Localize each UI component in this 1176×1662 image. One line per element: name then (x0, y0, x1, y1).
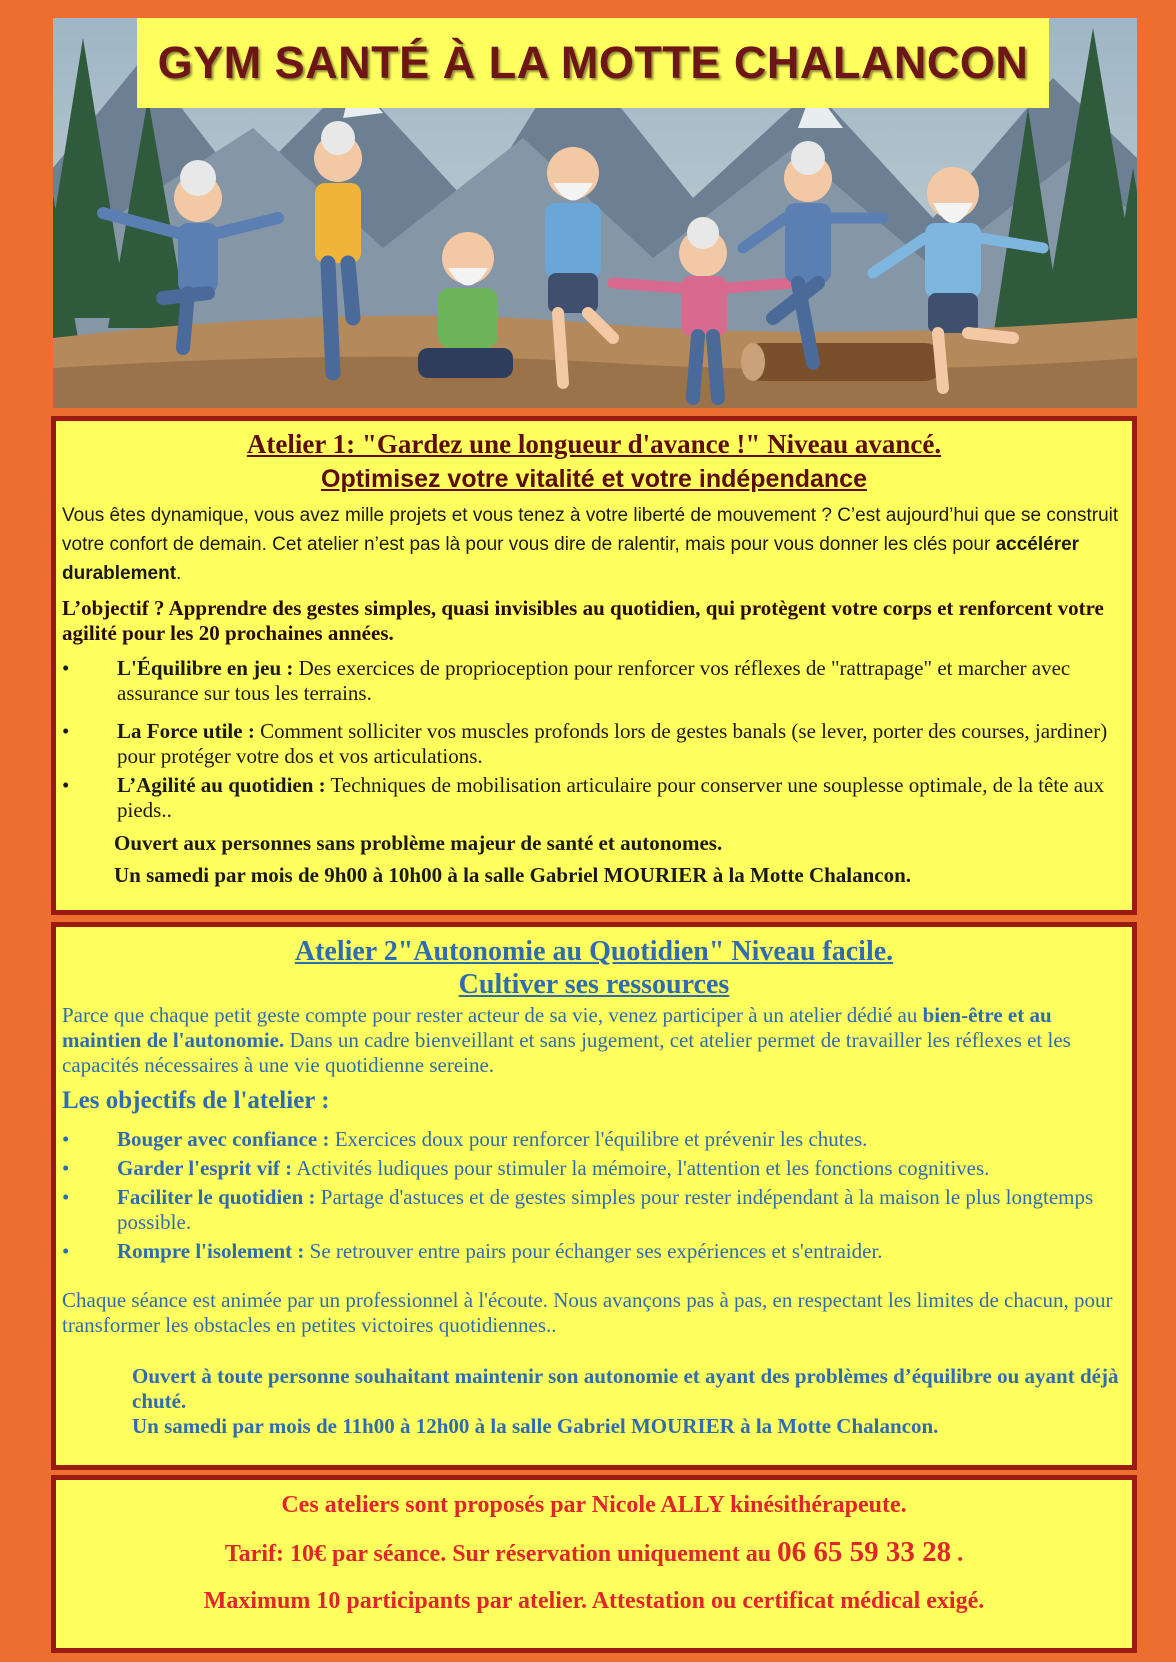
atelier1-bullet-list (62, 656, 1126, 823)
bullet-icon: • (62, 1185, 70, 1209)
bullet-label: Bouger avec confiance : (117, 1127, 330, 1151)
atelier2-panel (51, 922, 1137, 1470)
bullet-icon: • (62, 1127, 70, 1151)
bullet-icon: • (62, 656, 70, 680)
price-end: . (951, 1541, 964, 1567)
atelier2-bullet-list (62, 1127, 1126, 1264)
atelier1-intro-emphasis: accélérer durablement (62, 534, 1080, 584)
page-title: GYM SANTÉ À LA MOTTE CHALANCON (157, 37, 1029, 88)
atelier2-intro-text: Parce que chaque petit geste compte pour rester acteur de sa vie, venez participer à un atelier dédié au (62, 1003, 923, 1027)
atelier2-intro-text-2: Dans un cadre bienveillant et sans jugement, cet atelier permet de travailler les réflexes et les capacités nécessaires à une vie quotidienne sereine. (62, 1028, 1071, 1077)
bullet-text: Techniques de mobilisation articulaire pour conserver une souplesse optimale, de la tête aux pieds.. (117, 773, 1105, 822)
list-item (62, 656, 1126, 706)
atelier1-intro-end: . (176, 563, 182, 584)
bullet-icon: • (62, 773, 70, 797)
atelier1-intro-text: Vous êtes dynamique, vous avez mille projets et vous tenez à votre liberté de mouvement ? C’est aujourd’hui que se construit votre confort de demain. Cet atelier n’est pas là pour vous dire de ralentir, mais pour vous donner les clés pour (62, 505, 1119, 555)
atelier2-intro-emphasis: bien-être et au maintien de l'autonomie. (62, 1003, 1052, 1052)
info-panel (51, 1475, 1137, 1653)
atelier1-schedule-note: Un samedi par mois de 9h00 à 10h00 à la salle Gabriel MOURIER à la Motte Chalancon. (114, 863, 912, 887)
atelier2-schedule-note: Un samedi par mois de 11h00 à 12h00 à la salle Gabriel MOURIER à la Motte Chalancon. (132, 1414, 939, 1438)
phone-number[interactable]: 06 65 59 33 28 (777, 1536, 952, 1568)
atelier2-subtitle: Cultiver ses ressources (458, 969, 730, 1000)
atelier2-title: Atelier 2"Autonomie au Quotidien" Niveau facile. (294, 936, 894, 967)
bullet-icon: • (62, 1239, 70, 1263)
bullet-label: La Force utile : (117, 719, 255, 743)
bullet-text: Partage d'astuces et de gestes simples pour rester indépendant à la maison le plus longtemps possible. (117, 1185, 1094, 1234)
bullet-label: Rompre l'isolement : (117, 1239, 305, 1263)
price-text: Tarif: 10€ par séance. Sur réservation uniquement au (224, 1541, 778, 1567)
bullet-text: Des exercices de proprioception pour renforcer vos réflexes de "rattrapage" et marcher avec assurance sur tous les terrains. (117, 656, 1071, 705)
bullet-label: Garder l'esprit vif : (117, 1156, 293, 1180)
list-item (62, 1239, 1126, 1264)
atelier1-objective: L’objectif ? Apprendre des gestes simples, quasi invisibles au quotidien, qui protègent votre corps et renforcent votre agilité pour les 20 prochaines années. (62, 596, 1104, 645)
bullet-icon: • (62, 1156, 70, 1180)
bullet-icon: • (62, 719, 70, 743)
bullet-label: L’Agilité au quotidien : (117, 773, 326, 797)
list-item (62, 719, 1126, 769)
bullet-text: Se retrouver entre pairs pour échanger ses expériences et s'entraider. (304, 1239, 883, 1263)
header-illustration (53, 18, 1137, 408)
bullet-label: Faciliter le quotidien : (117, 1185, 316, 1209)
bullet-text: Activités ludiques pour stimuler la mémoire, l'attention et les fonctions cognitives. (292, 1156, 990, 1180)
atelier1-title: Atelier 1: "Gardez une longueur d'avance !" Niveau avancé. (246, 429, 942, 459)
atelier2-intro (62, 1003, 1126, 1078)
list-item (62, 1127, 1126, 1152)
bullet-text: Exercices doux pour renforcer l'équilibre et prévenir les chutes. (329, 1127, 868, 1151)
atelier1-subtitle: Optimisez votre vitalité et votre indépendance (321, 465, 867, 493)
atelier1-audience-note: Ouvert aux personnes sans problème majeur de santé et autonomes. (114, 831, 723, 855)
price-line (56, 1537, 1132, 1569)
atelier1-intro (62, 501, 1126, 588)
list-item (62, 1185, 1126, 1235)
instructor-line: Ces ateliers sont proposés par Nicole ALLY kinésithérapeute. (281, 1492, 907, 1518)
list-item (62, 1156, 1126, 1181)
requirements-line: Maximum 10 participants par atelier. Attestation ou certificat médical exigé. (203, 1588, 985, 1614)
atelier1-panel (51, 416, 1137, 915)
atelier2-audience-note: Ouvert à toute personne souhaitant maintenir son autonomie et ayant des problèmes d’équilibre ou ayant déjà chuté. (132, 1364, 1119, 1413)
title-banner (137, 18, 1049, 108)
bullet-label: L'Équilibre en jeu : (117, 656, 294, 680)
atelier2-objectives-title: Les objectifs de l'atelier : (62, 1087, 330, 1114)
bullet-text: Comment solliciter vos muscles profonds lors de gestes banals (se lever, porter des courses, jardiner) pour protéger votre dos et vos articulations. (117, 719, 1108, 768)
list-item (62, 773, 1126, 823)
atelier2-closing: Chaque séance est animée par un professionnel à l'écoute. Nous avançons pas à pas, en respectant les limites de chacun, pour transformer les obstacles en petites victoires quotidiennes.. (62, 1288, 1113, 1337)
